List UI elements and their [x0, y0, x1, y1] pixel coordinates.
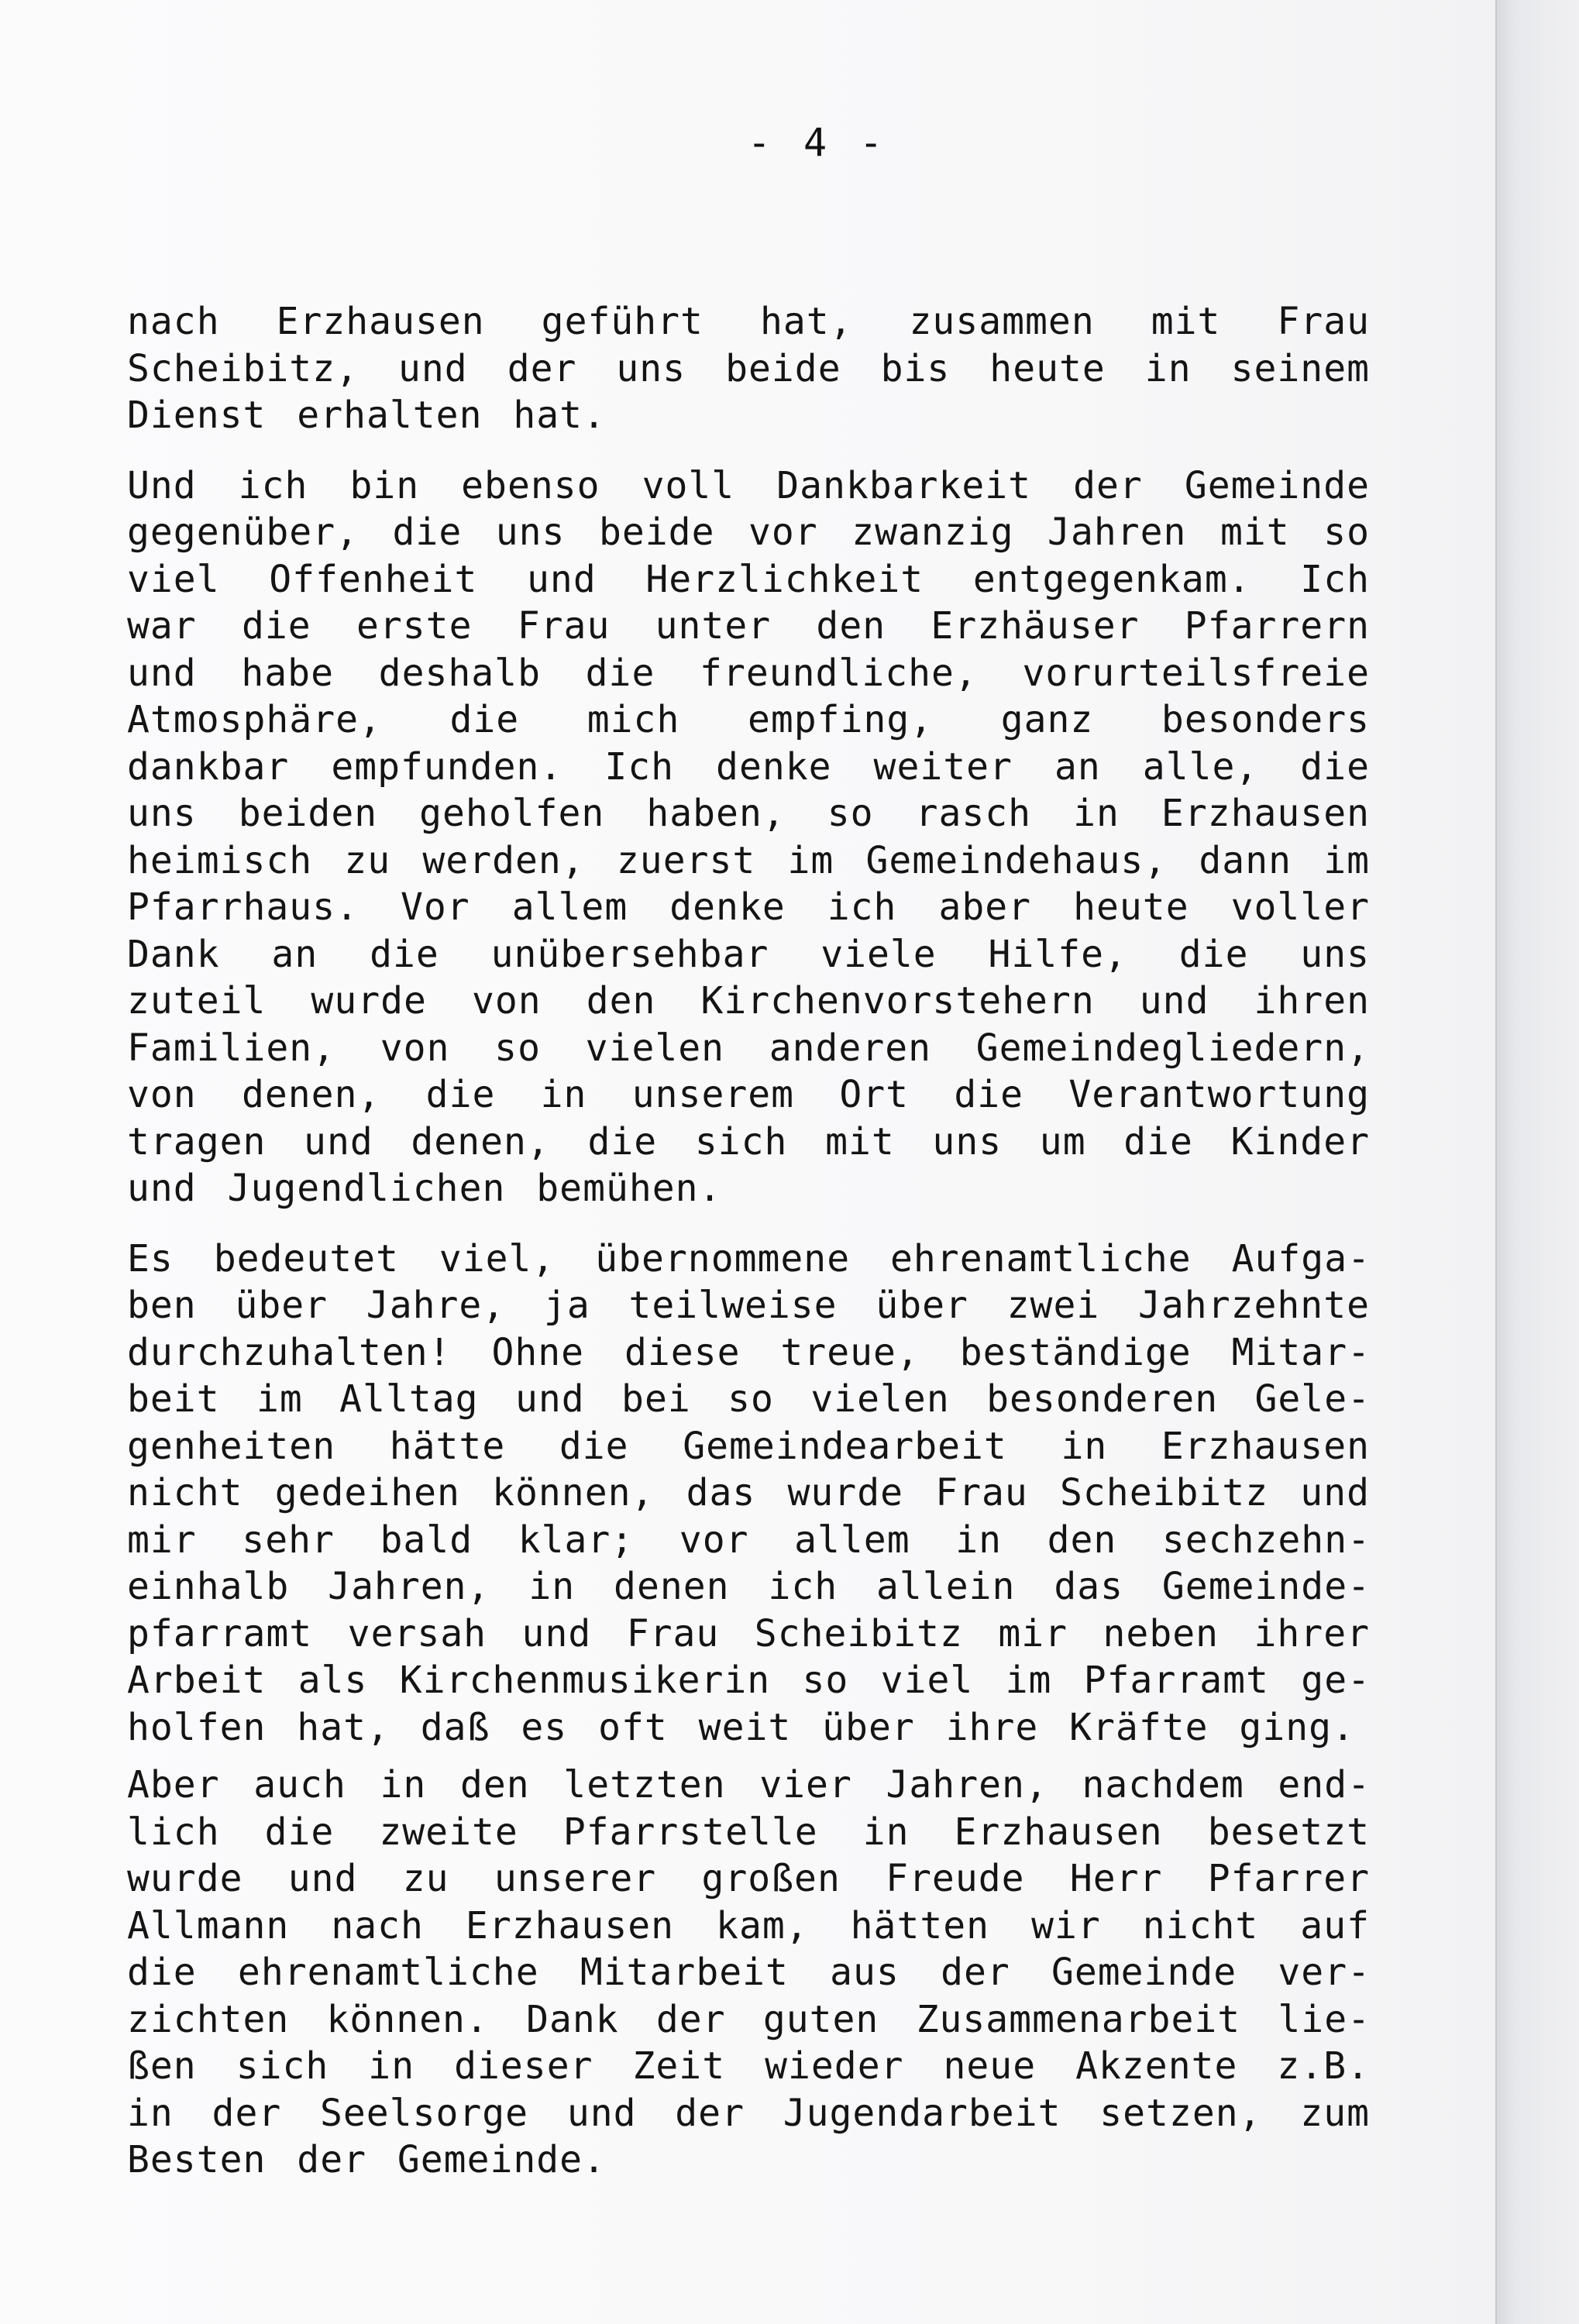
body-text: [127, 298, 1370, 2207]
paragraph-3: Es bedeutet viel, übernommene ehrenamtliche Aufgaben über Jahre, ja teilweise über zwei Jahrzehnte durchzuhalten! Ohne diese treue, beständige Mitarbeit im Alltag und bei so vielen besonderen Gelegenheiten hätte die Gemeindearbeit in Erzhausen nicht gedeihen können, das wurde Frau Scheibitz und mir sehr bald klar; vor allem in den sechzehneinhalb Jahren, in denen ich allein das Gemeindepfarramt versah und Frau Scheibitz mir neben ihrer Arbeit als Kirchenmusikerin so viel im Pfarramt geholfen hat, daß es oft weit über ihre Kräfte ging.: [127, 1236, 1370, 1749]
page-number: - 4 -: [747, 120, 888, 165]
paragraph-4: Aber auch in den letzten vier Jahren, nachdem endlich die zweite Pfarrstelle in Erzhausen besetzt wurde und zu unserer großen Freude Herr Pfarrer Allmann nach Erzhausen kam, hätten wir nicht auf die ehrenamtliche Mitarbeit aus der Gemeinde verzichten können. Dank der guten Zusammenarbeit ließen sich in dieser Zeit wieder neue Akzente z.B. in der Seelsorge und der Jugendarbeit setzen, zum Besten der Gemeinde.: [127, 1763, 1370, 2181]
paragraph-2: Und ich bin ebenso voll Dankbarkeit der Gemeinde gegenüber, die uns beide vor zwanzig Jahren mit so viel Offenheit und Herzlichkeit entgegenkam. Ich war die erste Frau unter den Erzhäuser Pfarrern und habe deshalb die freundliche, vorurteilsfreie Atmosphäre, die mich empfing, ganz besonders dankbar empfunden. Ich denke weiter an alle, die uns beiden geholfen haben, so rasch in Erzhausen heimisch zu werden, zuerst im Gemeindehaus, dann im Pfarrhaus. Vor allem denke ich aber heute voller Dank an die unübersehbar viele Hilfe, die uns zuteil wurde von den Kirchenvorstehern und ihren Familien, von so vielen anderen Gemeindegliedern, von denen, die in unserem Ort die Verantwortung tragen und denen, die sich mit uns um die Kinder und Jugendlichen bemühen.: [127, 463, 1370, 1210]
paragraph-1: nach Erzhausen geführt hat, zusammen mit Frau Scheibitz, und der uns beide bis heute in seinem Dienst erhalten hat.: [127, 300, 1370, 437]
page-edge: [1495, 0, 1579, 2324]
